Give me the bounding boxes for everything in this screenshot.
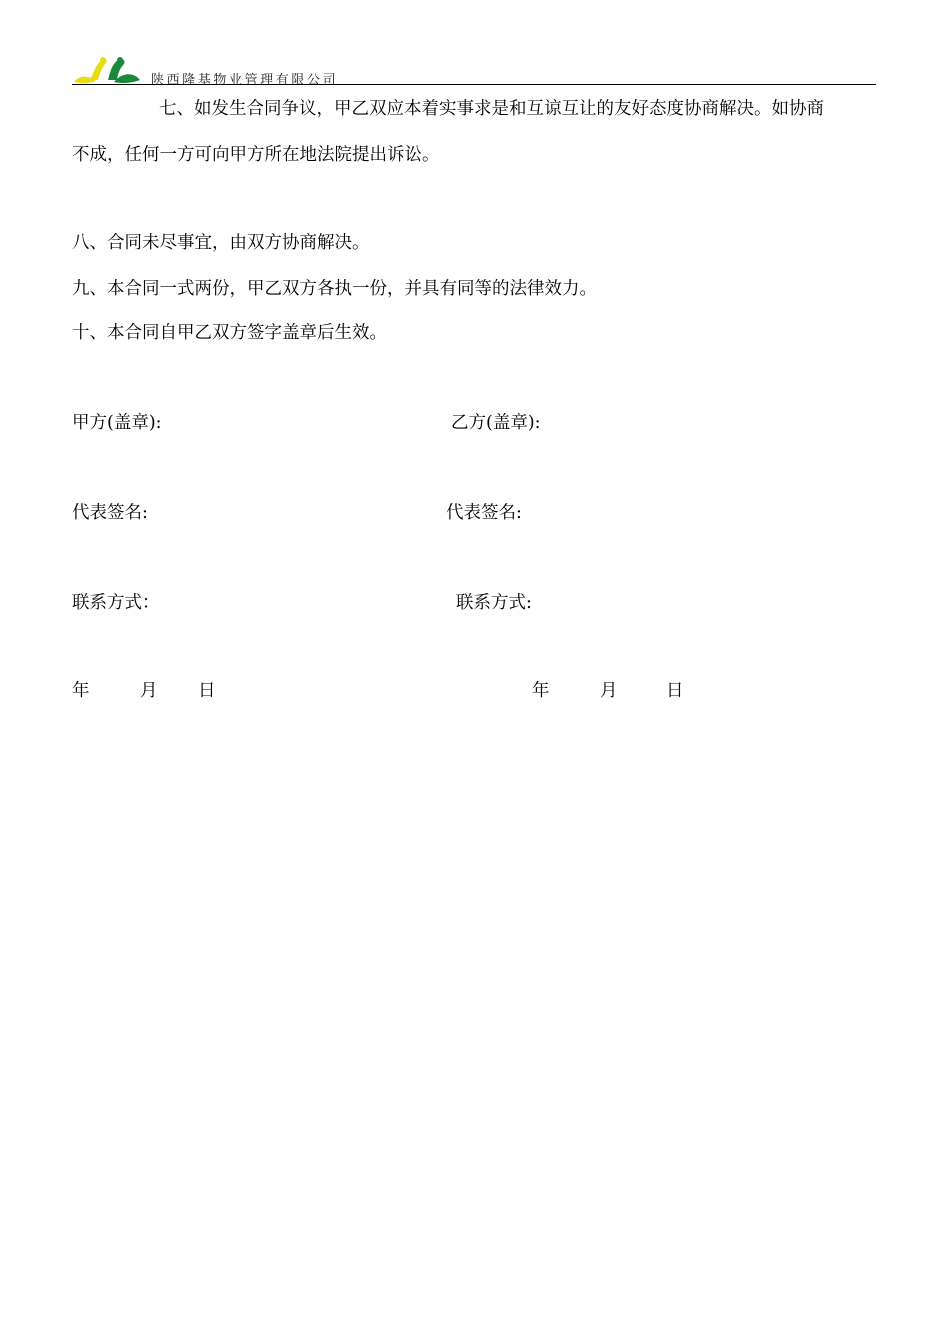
clause-7-line-1: 七、如发生合同争议，甲乙双应本着实事求是和互谅互让的友好态度协商解决。如协商 (159, 99, 824, 119)
party-a-rep-label: 代表签名: (72, 503, 148, 523)
clause-9: 九、本合同一式两份，甲乙双方各执一份，并具有同等的法律效力。 (72, 279, 597, 299)
party-a-date-year: 年 (72, 681, 90, 701)
party-b-seal-label: 乙方(盖章): (451, 413, 541, 433)
header-rule (72, 84, 876, 85)
clause-7-line-2: 不成，任何一方可向甲方所在地法院提出诉讼。 (72, 145, 440, 165)
party-b-rep-label: 代表签名: (446, 503, 522, 523)
company-name: 陕西隆基物业管理有限公司 (151, 73, 339, 88)
party-a-date-month: 月 (140, 681, 158, 701)
company-logo-icon (72, 54, 142, 86)
page-header (72, 52, 876, 86)
party-a-date-day: 日 (198, 681, 216, 701)
party-b-contact-label: 联系方式: (456, 593, 532, 613)
party-b-date-month: 月 (600, 681, 618, 701)
clause-8: 八、合同未尽事宜，由双方协商解决。 (72, 233, 370, 253)
party-b-date-day: 日 (666, 681, 684, 701)
party-a-contact-label: 联系方式： (72, 593, 160, 613)
party-a-seal-label: 甲方(盖章): (72, 413, 162, 433)
party-b-date-year: 年 (532, 681, 550, 701)
clause-10: 十、本合同自甲乙双方签字盖章后生效。 (72, 323, 387, 343)
